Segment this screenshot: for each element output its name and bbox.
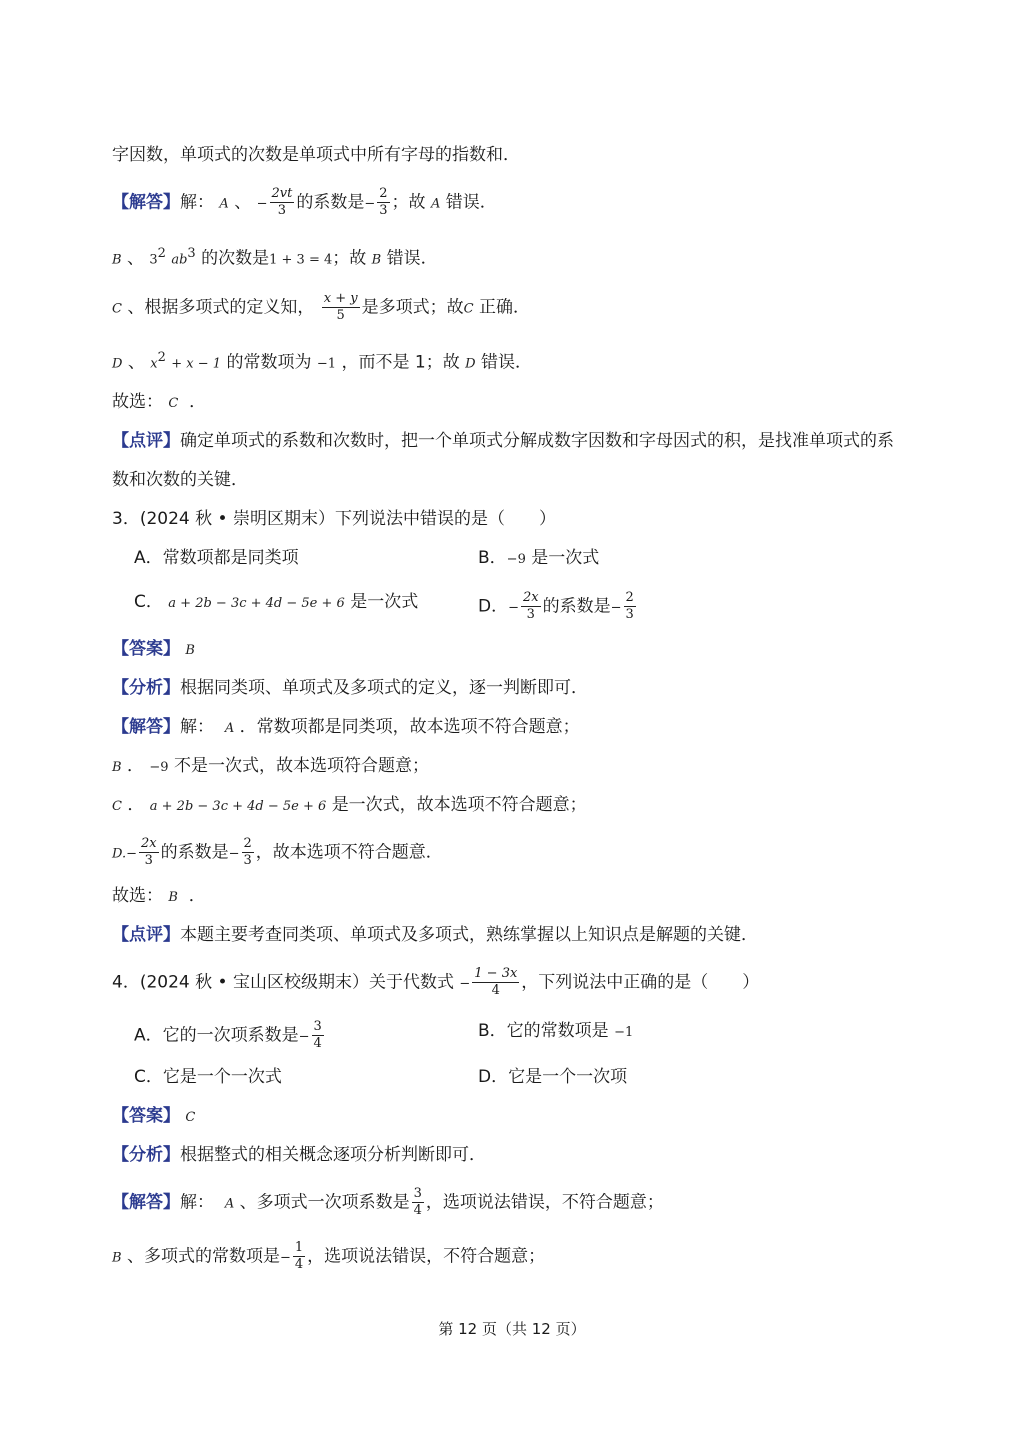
math: 1 + 3 = 4 — [269, 252, 333, 268]
math: 2 — [157, 246, 166, 261]
math: A — [224, 1196, 235, 1212]
solution-line — [112, 186, 497, 219]
math: B — [185, 643, 195, 658]
math: x — [150, 356, 158, 372]
fraction — [377, 186, 389, 219]
math: −9 — [506, 552, 526, 567]
text: ；故 — [391, 192, 426, 213]
denominator: 4 — [491, 983, 500, 998]
option-d: D．它是一个一次项 — [478, 1067, 628, 1087]
solution-tag: 【解答】 — [112, 192, 180, 213]
math: D. — [112, 846, 127, 862]
numerator: 2 — [243, 836, 252, 851]
math: − — [279, 1250, 291, 1266]
text: ． — [189, 392, 207, 412]
solution-line — [112, 242, 438, 273]
text: 根据同类项、单项式及多项式的定义，逐一判断即可． — [180, 678, 588, 698]
text: 本题主要考查同类项、单项式及多项式，熟练掌握以上知识点是解题的关键． — [180, 925, 758, 945]
comment-line — [112, 429, 894, 453]
text: A．它的一次项系数是 — [134, 1025, 299, 1046]
math: 2 — [157, 350, 166, 365]
fraction — [322, 291, 360, 324]
text: B．它的常数项是 — [478, 1021, 609, 1041]
text: 确定单项式的系数和次数时，把一个单项式分解成数字因数和字母因式的积，是找准单项式的系 — [180, 431, 894, 451]
math: − — [508, 600, 519, 616]
text: 错误． — [480, 352, 532, 373]
analysis-tag: 【分析】 — [112, 678, 180, 698]
denominator: 5 — [336, 308, 345, 323]
math: 3 — [149, 252, 158, 268]
numerator: 1 − 3x — [474, 966, 518, 981]
text: ，而不是 1；故 — [341, 352, 460, 373]
denominator: 3 — [277, 203, 287, 218]
math: A — [430, 196, 441, 212]
math: − — [256, 196, 268, 212]
text: 故选： — [112, 392, 163, 412]
text: ；故 — [332, 248, 367, 269]
numerator: 2x — [523, 590, 539, 605]
text: 、 — [234, 192, 252, 213]
text: 、 — [126, 248, 144, 269]
math: ab — [171, 252, 188, 268]
denominator: 4 — [313, 1036, 322, 1051]
option-d — [478, 590, 638, 623]
text: ，下列说法中正确的是（ ） — [521, 972, 760, 993]
answer-tag: 【答案】 — [112, 1106, 180, 1126]
option-a — [134, 1019, 326, 1052]
math: − — [126, 846, 137, 862]
math: B — [168, 890, 178, 905]
solution-line — [112, 1186, 664, 1219]
text: 解： — [180, 717, 214, 737]
answer-tag: 【答案】 — [112, 639, 180, 659]
text: B． — [478, 548, 507, 568]
text-line: 数和次数的关键． — [112, 470, 248, 490]
comment-tag: 【点评】 — [112, 431, 180, 451]
option-b — [478, 546, 599, 572]
math: a + 2b − 3c + 4d − 5e + 6 — [168, 596, 345, 611]
math: a + 2b − 3c + 4d − 5e + 6 — [149, 799, 327, 814]
analysis-tag: 【分析】 — [112, 1145, 180, 1165]
math: C — [168, 396, 179, 411]
fraction — [312, 1019, 324, 1052]
text: C． — [134, 592, 163, 612]
answer-line — [112, 884, 206, 910]
text: 故选： — [112, 886, 163, 906]
text: ，故本选项不符合题意． — [255, 842, 443, 863]
math: − — [364, 196, 376, 212]
text: 的次数是 — [201, 248, 270, 269]
numerator: x + y — [323, 291, 358, 306]
solution-line — [112, 836, 443, 869]
text: 的系数是 — [542, 596, 611, 617]
text: 错误． — [386, 248, 438, 269]
math: B — [371, 252, 382, 268]
denominator: 3 — [625, 607, 634, 622]
text: ． — [126, 756, 144, 776]
question-title — [112, 966, 759, 999]
math: C — [185, 1110, 196, 1125]
math: −1 — [316, 356, 337, 372]
denominator: 3 — [144, 853, 153, 868]
text: 是一次式，故本选项不符合题意； — [331, 795, 587, 815]
option-c: C．它是一个一次式 — [134, 1067, 282, 1087]
numerator: 2 — [379, 186, 388, 201]
text: 、根据多项式的定义知， — [127, 297, 315, 318]
solution-line — [112, 793, 587, 819]
text: 解： — [180, 192, 214, 213]
math: 3 — [187, 246, 196, 261]
text-line: 字因数，单项式的次数是单项式中所有字母的指数和． — [112, 145, 520, 165]
text: 不是一次式，故本选项符合题意； — [173, 756, 429, 776]
analysis-line — [112, 1143, 486, 1167]
text: 根据整式的相关概念逐项分析判断即可． — [180, 1145, 486, 1165]
math: B — [112, 252, 122, 268]
text: 是一次式 — [350, 592, 419, 612]
numerator: 2 — [625, 590, 634, 605]
denominator: 3 — [526, 607, 535, 622]
text: 的系数是 — [160, 842, 229, 863]
math: C — [463, 301, 474, 317]
text: 是一次式 — [531, 548, 600, 568]
math: B — [112, 1250, 122, 1266]
answer-line — [112, 1104, 195, 1130]
math: D — [465, 356, 476, 372]
text: 、多项式的常数项是 — [126, 1246, 280, 1267]
math: −1 — [614, 1025, 634, 1040]
analysis-line — [112, 676, 588, 700]
text: ，选项说法错误，不符合题意； — [307, 1246, 546, 1267]
solution-line — [112, 754, 429, 780]
comment-tag: 【点评】 — [112, 925, 180, 945]
page-footer: 第 12 页（共 12 页） — [438, 1320, 586, 1338]
fraction — [472, 966, 519, 999]
math: C — [112, 799, 122, 814]
option-c — [134, 590, 418, 616]
text: 的常数项为 — [226, 352, 312, 373]
math: − — [228, 846, 240, 862]
text: 解： — [180, 1192, 214, 1213]
numerator: 3 — [413, 1186, 422, 1201]
fraction — [624, 590, 636, 623]
text: ．常数项都是同类项，故本选项不符合题意； — [239, 717, 580, 737]
solution-tag: 【解答】 — [112, 717, 180, 737]
answer-line — [112, 390, 206, 416]
question-title: 3．(2024 秋 • 崇明区期末）下列说法中错误的是（ ） — [112, 509, 556, 529]
math: C — [112, 301, 122, 317]
solution-tag: 【解答】 — [112, 1192, 180, 1213]
math: − — [459, 976, 471, 992]
fraction — [270, 186, 295, 219]
denominator: 3 — [379, 203, 388, 218]
text: ． — [188, 886, 206, 906]
fraction — [139, 836, 159, 869]
math: −9 — [149, 760, 169, 775]
text: ． — [127, 795, 145, 815]
fraction — [293, 1240, 305, 1273]
denominator: 4 — [294, 1257, 304, 1272]
option-b — [478, 1019, 633, 1045]
text: ，选项说法错误，不符合题意； — [425, 1192, 664, 1213]
text: 的系数是 — [296, 192, 365, 213]
math: − — [610, 600, 622, 616]
math: A — [219, 196, 229, 212]
numerator: 2x — [141, 836, 157, 851]
fraction — [242, 836, 254, 869]
text: 正确． — [478, 297, 530, 318]
answer-line — [112, 637, 195, 663]
denominator: 3 — [243, 853, 252, 868]
denominator: 4 — [413, 1203, 422, 1218]
text: 错误． — [445, 192, 497, 213]
solution-line — [112, 715, 580, 741]
math: D — [112, 356, 123, 372]
text: D． — [478, 596, 509, 617]
text: 、多项式一次项系数是 — [239, 1192, 410, 1213]
math: + x − 1 — [171, 356, 222, 372]
numerator: 2vt — [271, 186, 293, 201]
math: A — [224, 721, 235, 736]
math: − — [298, 1029, 310, 1045]
text: 4．(2024 秋 • 宝山区校级期末）关于代数式 — [112, 972, 454, 993]
solution-line — [112, 1240, 545, 1273]
comment-line — [112, 923, 758, 947]
numerator: 1 — [294, 1240, 304, 1255]
solution-line — [112, 346, 532, 377]
math: B — [112, 760, 122, 775]
option-a: A．常数项都是同类项 — [134, 548, 299, 568]
numerator: 3 — [313, 1019, 322, 1034]
solution-line — [112, 291, 530, 324]
fraction — [412, 1186, 424, 1219]
text: 、 — [127, 352, 145, 373]
text: 是多项式；故 — [361, 297, 464, 318]
fraction — [521, 590, 541, 623]
